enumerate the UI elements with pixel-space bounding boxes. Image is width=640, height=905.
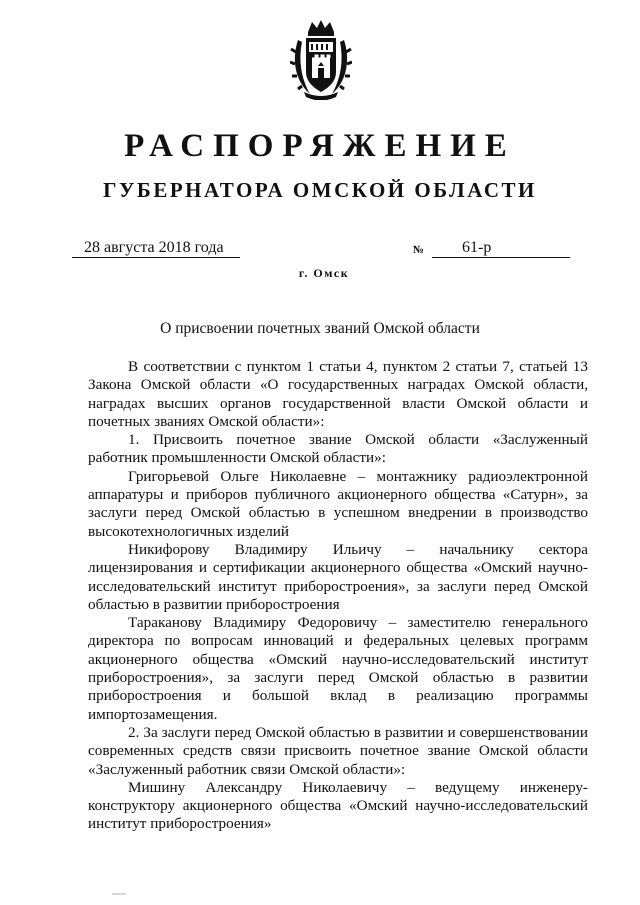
omsk-region-coat-of-arms-icon (290, 18, 352, 100)
award-paragraph: Тараканову Владимиру Федоровичу – заместителю генерального директора по вопросам инноваций и федеральных целевых программ акционерного общества «Омский научно-исследовательский институт приборостроения», за заслуги перед Омской областью в развитии приборостроения и большой вклад в реализацию программы импортозамещения. (88, 614, 588, 723)
document-subject: О присвоении почетных званий Омской области (160, 320, 480, 337)
document-number: 61-р (432, 238, 570, 258)
award-paragraph: Никифорову Владимиру Ильичу – начальнику сектора лицензирования и сертификации акционерного общества «Омский научно-исследовательский институт приборостроения», за заслуги перед Омской областью в развитии приборостроения (88, 540, 588, 613)
item-1-paragraph: 1. Присвоить почетное звание Омской области «Заслуженный работник промышленности Омской области»: (88, 431, 588, 467)
number-sign: № (413, 244, 425, 256)
document-date: 28 августа 2018 года (72, 238, 240, 258)
item-2-paragraph: 2. За заслуги перед Омской областью в развитии и совершенствовании современных средств связи присвоить почетное звание Омской области «Заслуженный работник связи Омской области»: (88, 723, 588, 778)
document-body (88, 358, 588, 834)
page-mark (112, 893, 126, 895)
document-city: г. Омск (298, 266, 350, 280)
preamble-paragraph: В соответствии с пунктом 1 статьи 4, пунктом 2 статьи 7, статьей 13 Закона Омской области «О государственных наградах Омской области, наградах высших органов государственной власти Омской области и почетных званиях Омской области»: (88, 358, 588, 430)
award-paragraph: Мишину Александру Николаевичу – ведущему инженеру-конструктору акционерного общества «Омский научно-исследовательский институт приборостроения» (88, 778, 588, 833)
document-title: РАСПОРЯЖЕНИЕ (124, 128, 516, 164)
award-paragraph: Григорьевой Ольге Николаевне – монтажнику радиоэлектронной аппаратуры и приборов публичного акционерного общества «Сатурн», за заслуги перед Омской областью в успешном внедрении в производство высокотехнологичных изделий (88, 467, 588, 540)
document-subtitle: ГУБЕРНАТОРА ОМСКОЙ ОБЛАСТИ (103, 178, 537, 202)
